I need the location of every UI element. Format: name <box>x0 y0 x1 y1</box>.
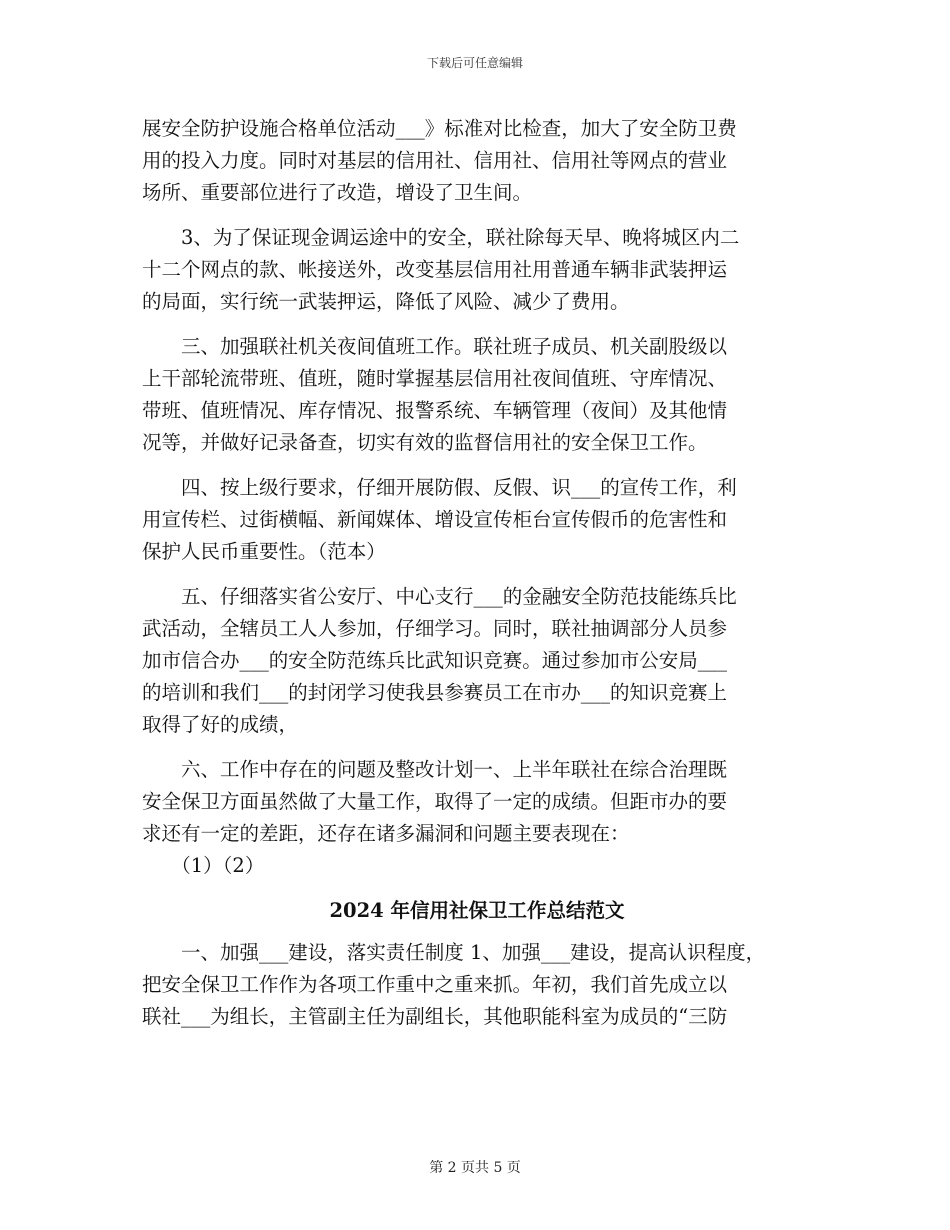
text-line: 取得了好的成绩， <box>142 713 299 736</box>
page-header: 下载后可任意编辑 <box>426 56 523 70</box>
text-line: 安全保卫方面虽然做了大量工作，取得了一定的成绩。但距市办的要 <box>142 790 728 813</box>
text-line: 展安全防护设施合格单位活动___》标准对比检查，加大了安全防卫费 <box>142 117 737 140</box>
text-line: 六、工作中存在的问题及整改计划一、上半年联社在综合治理既 <box>142 758 728 781</box>
text-line: 用宣传栏、过街横幅、新闻媒体、增设宣传柜台宣传假币的危害性和 <box>142 508 728 531</box>
text-line: 带班、值班情况、库存情况、报警系统、车辆管理（夜间）及其他情 <box>142 399 728 422</box>
text-line: 况等，并做好记录备查，切实有效的监督信用社的安全保卫工作。 <box>142 431 708 454</box>
paragraph-2 <box>142 222 812 318</box>
paragraph-7 <box>142 937 812 1033</box>
paragraph-5 <box>142 581 812 741</box>
paragraph-3 <box>142 331 812 459</box>
paragraph-6 <box>142 754 812 882</box>
text-line: 求还有一定的差距，还存在诸多漏洞和问题主要表现在： <box>142 822 630 845</box>
text-line: 三、加强联社机关夜间值班工作。联社班子成员、机关副股级以 <box>142 335 728 358</box>
text-line: 联社___为组长，主管副主任为副组长，其他职能科室为成员的“三防 <box>142 1005 728 1028</box>
text-line: 的局面，实行统一武装押运，降低了风险、减少了费用。 <box>142 290 630 313</box>
text-line: （1）（2） <box>142 854 265 877</box>
text-line: 十二个网点的款、帐接送外，改变基层信用社用普通车辆非武装押运 <box>142 258 728 281</box>
text-line: 加市信合办___的安全防范练兵比武知识竞赛。通过参加市公安局___ <box>142 649 728 672</box>
text-line: 一、加强___建设，落实责任制度 1、加强___建设，提高认识程度， <box>142 941 766 964</box>
paragraph-1 <box>142 113 812 209</box>
text-line: 保护人民币重要性。（范本） <box>142 540 386 563</box>
text-line: 场所、重要部位进行了改造，增设了卫生间。 <box>142 181 533 204</box>
section-title: 2024 年信用社保卫工作总结范文 <box>329 899 625 922</box>
text-line: 3、为了保证现金调运途中的安全，联社除每天早、晚将城区内二 <box>142 226 740 249</box>
text-line: 的培训和我们___的封闭学习使我县参赛员工在市办___的知识竞赛上 <box>142 681 728 704</box>
text-line: 上干部轮流带班、值班，随时掌握基层信用社夜间值班、守库情况、 <box>142 367 728 390</box>
text-line: 五、仔细落实省公安厅、中心支行___的金融安全防范技能练兵比 <box>142 585 737 608</box>
text-line: 用的投入力度。同时对基层的信用社、信用社、信用社等网点的营业 <box>142 149 728 172</box>
page-footer: 第 2 页共 5 页 <box>429 1160 521 1176</box>
text-line: 武活动，全辖员工人人参加，仔细学习。同时，联社抽调部分人员参 <box>142 617 728 640</box>
document-body <box>142 113 812 1033</box>
text-line: 把安全保卫工作作为各项工作重中之重来抓。年初，我们首先成立以 <box>142 973 728 996</box>
text-line: 四、按上级行要求，仔细开展防假、反假、识___的宣传工作，利 <box>142 476 737 499</box>
paragraph-4 <box>142 472 812 568</box>
